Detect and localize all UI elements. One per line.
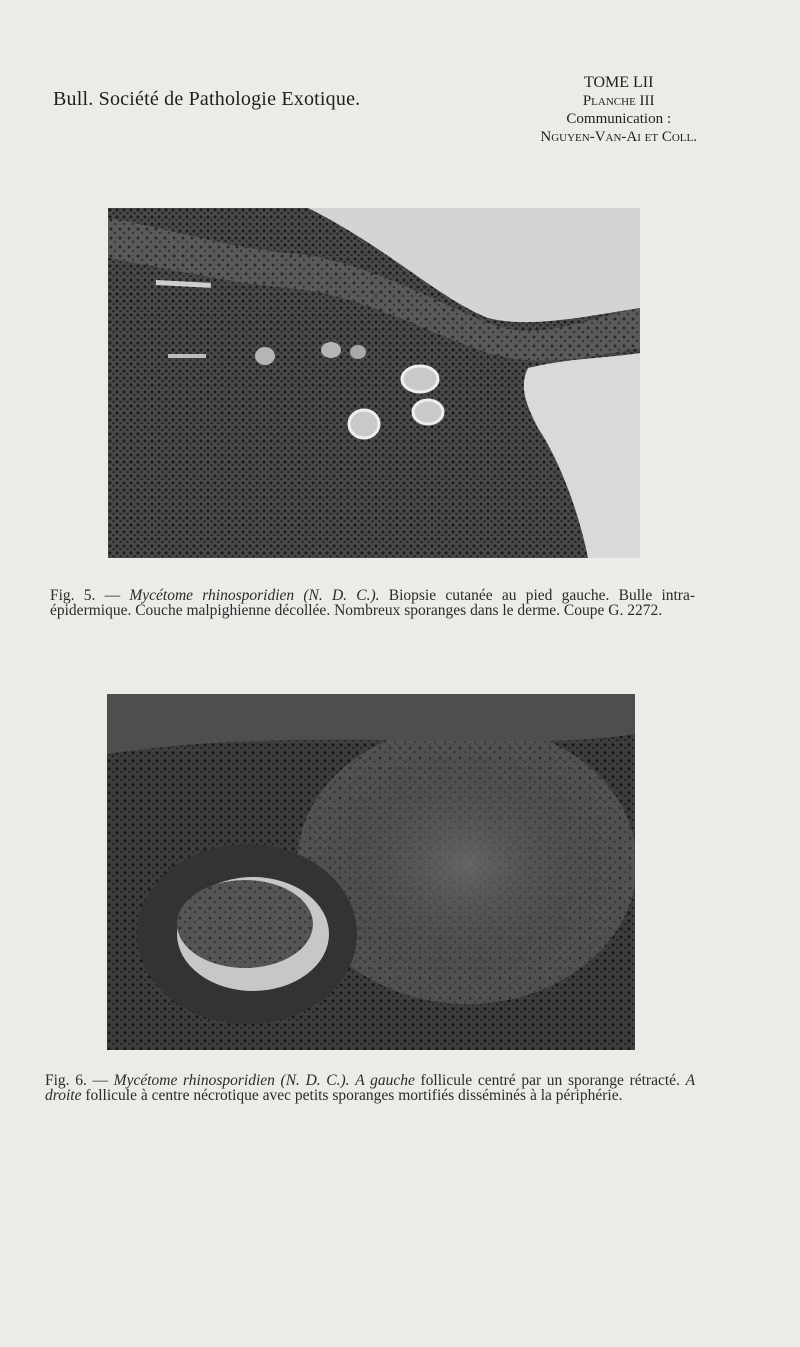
figure-6-left-label: A gauche [355, 1072, 415, 1089]
figure-5-title: Mycétome rhinosporidien (N. D. C.). [129, 587, 380, 604]
figure-6-micrograph [107, 694, 635, 1050]
figure-6-left-text: follicule centré par un sporange rétracté. [420, 1072, 680, 1089]
figure-6-title: Mycétome rhinosporidien (N. D. C.). [113, 1072, 350, 1089]
plate-header [540, 74, 697, 146]
communication-label: Communication : [566, 111, 671, 127]
figure-5-text: Biopsie cutanée au pied gauche. Bulle intra-épidermique. Couche malpighienne décollée. Nombreux sporanges dans le derme. Coupe G. 2272. [50, 587, 696, 619]
tome-label: TOME LII [583, 74, 654, 91]
figure-5-micrograph [108, 208, 640, 558]
journal-title: Bull. Société de Pathologie Exotique. [53, 88, 361, 110]
figure-6-right-label: A droite [45, 1072, 696, 1104]
figure-5-label: Fig. 5. — [50, 587, 121, 604]
authors-label: Nguyen-Van-Ai et Coll. [540, 129, 697, 145]
figure-5-caption [50, 588, 695, 618]
figure-6-caption [45, 1073, 695, 1103]
figure-6-right-text: follicule à centre nécrotique avec petits sporanges mortifiés disséminés à la périphérie. [85, 1087, 623, 1104]
plate-label: Planche III [582, 93, 655, 109]
figure-6-label: Fig. 6. — [45, 1072, 108, 1089]
